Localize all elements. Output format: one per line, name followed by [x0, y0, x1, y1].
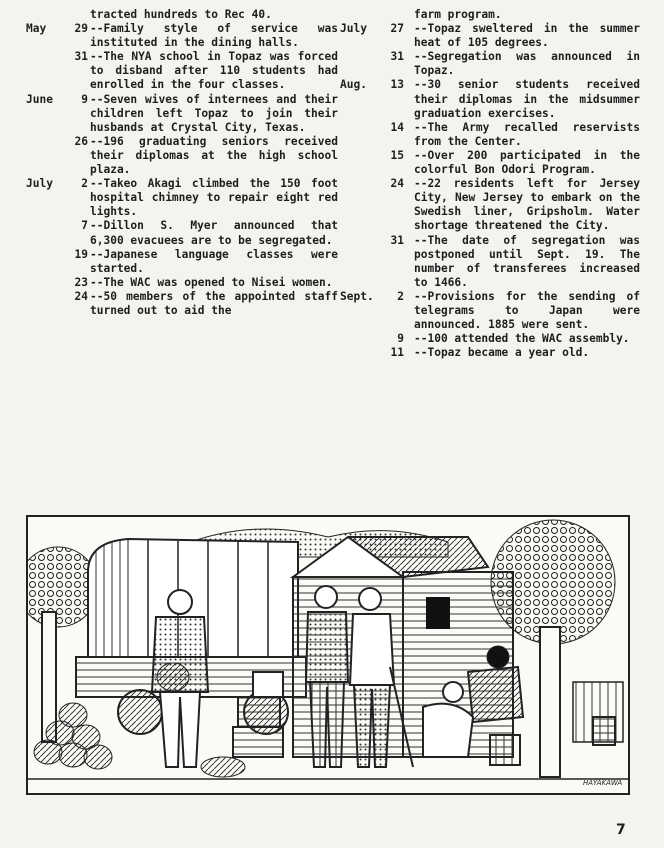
entry-month: Aug. — [340, 78, 367, 92]
entry-text: --Topaz sweltered in the summer heat of 105 degrees. — [414, 22, 640, 50]
chronology-entry — [340, 332, 640, 346]
chronology-entry — [26, 290, 338, 318]
entry-text: --Provisions for the sending of telegrams to Japan were announced. 1885 were sent. — [414, 289, 640, 332]
entry-text: --Topaz became a year old. — [414, 346, 590, 360]
entry-text: --The WAC was opened to Nisei women. — [90, 275, 333, 289]
entry-day: 9 — [81, 92, 88, 106]
chronology-right-column — [340, 8, 640, 360]
entry-text: --The date of segregation was postponed until Sept. 19. The number of transferees increased to 1466. — [414, 233, 640, 289]
entry-text: --100 attended the WAC assembly. — [414, 332, 630, 346]
entry-text: --Over 200 participated in the colorful Bon Odori Program. — [414, 148, 640, 177]
entry-day: 31 — [74, 50, 88, 64]
entry-text: --50 members of the appointed staff turned out to aid the — [90, 289, 338, 317]
entry-text: --30 senior students received their diplomas in the midsummer graduation exercises. — [414, 78, 640, 120]
entry-month: May — [26, 22, 47, 36]
entry-day: 23 — [74, 275, 88, 289]
entry-text: --Japanese language classes were started. — [90, 247, 338, 275]
entry-day: 11 — [390, 346, 404, 360]
chronology-entry — [26, 135, 338, 177]
entry-day: 27 — [390, 22, 404, 36]
chronology-entry — [340, 346, 640, 360]
entry-day: 29 — [74, 22, 88, 36]
entry-day: 24 — [74, 289, 88, 303]
entry-day: 2 — [81, 177, 88, 191]
entry-text: --Dillon S. Myer announced that 6,300 evacuees are to be segregated. — [90, 219, 338, 247]
entry-text: --22 residents left for Jersey City, New Jersey to embark on the Swedish liner, Gripsholm. Water shortage threatened the City. — [414, 177, 640, 233]
entry-day: 7 — [81, 219, 88, 233]
camp-scene-drawing — [28, 517, 628, 793]
page-number: 7 — [616, 822, 626, 838]
chronology-entry — [340, 78, 640, 120]
entry-day: 15 — [390, 148, 404, 162]
entry-day: 31 — [390, 233, 404, 247]
entry-day: 24 — [390, 177, 404, 191]
artist-signature: HAYAKAWA — [583, 779, 623, 787]
chronology-entry — [26, 276, 338, 290]
entry-day: 2 — [397, 289, 404, 303]
camp-scene-illustration — [26, 515, 630, 795]
entry-text: tracted hundreds to Rec 40. — [90, 8, 272, 21]
entry-day: 14 — [390, 120, 404, 134]
chronology-entry — [340, 177, 640, 233]
fence-and-bucket — [573, 682, 623, 745]
entry-text: farm program. — [414, 8, 502, 21]
entry-text: --The Army recalled reservists from the Center. — [414, 120, 640, 148]
entry-month: July — [26, 177, 53, 191]
chronology-entry — [26, 248, 338, 276]
chronology-entry — [340, 50, 640, 78]
chronology-entry — [26, 22, 338, 50]
entry-text: --Seven wives of internees and their children left Topaz to join their husbands at Crystal City, Texas. — [90, 92, 338, 134]
chronology-entry — [340, 149, 640, 177]
chronology-entry — [340, 234, 640, 290]
entry-month: July — [340, 22, 367, 36]
entry-day: 31 — [390, 50, 404, 64]
entry-text: --Family style of service was instituted in the dining halls. — [90, 22, 338, 50]
entry-text: --Takeo Akagi climbed the 150 foot hospital chimney to repair eight red lights. — [90, 177, 338, 219]
entry-day: 9 — [397, 332, 404, 346]
entry-text: --Segregation was announced in Topaz. — [414, 50, 640, 78]
chronology-entry — [26, 177, 338, 219]
chronology-entry — [340, 22, 640, 50]
entry-day: 19 — [74, 247, 88, 261]
chronology-entry — [26, 50, 338, 92]
chronology-left-column — [26, 8, 338, 318]
entry-text: --The NYA school in Topaz was forced to disband after 110 students had enrolled in the four classes. — [90, 50, 338, 92]
chronology-entry — [340, 121, 640, 149]
chronology-entry — [26, 93, 338, 135]
entry-text: --196 graduating seniors received their diplomas at the high school plaza. — [90, 134, 338, 177]
chronology-entry — [340, 290, 640, 332]
entry-month: Sept. — [340, 289, 374, 303]
entry-month: June — [26, 92, 53, 106]
chronology-entry — [340, 8, 640, 22]
chronology-entry — [26, 8, 338, 22]
entry-day: 13 — [390, 78, 404, 92]
man-with-watermelon — [152, 590, 208, 767]
entry-day: 26 — [74, 134, 88, 148]
chronology-entry — [26, 219, 338, 247]
